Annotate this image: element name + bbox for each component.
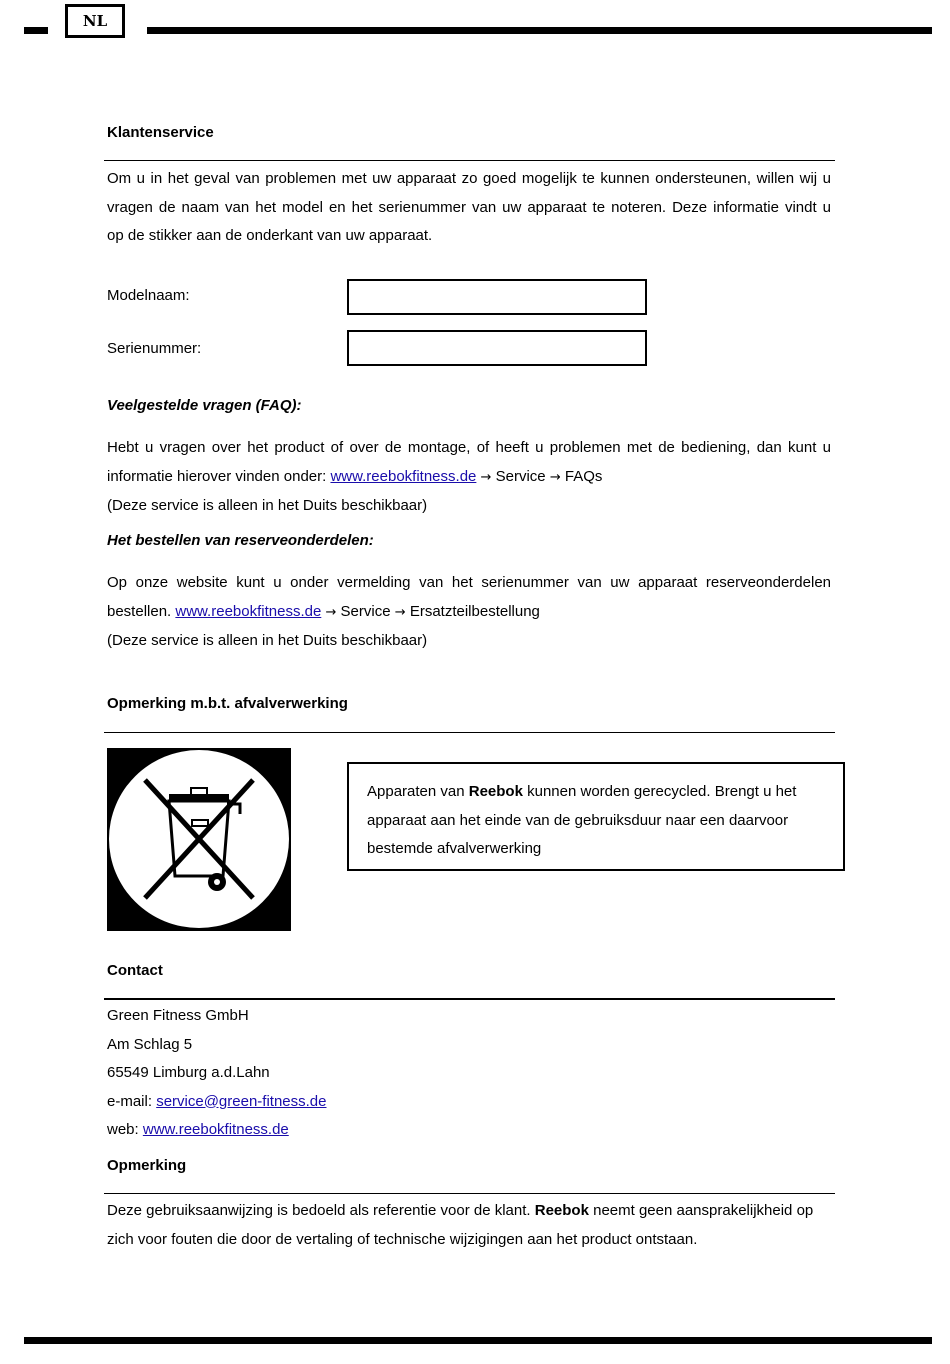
faq-step-service: Service bbox=[495, 467, 546, 485]
header-bar-right bbox=[147, 27, 932, 34]
recycle-brand: Reebok bbox=[468, 783, 523, 800]
header-bar-left bbox=[24, 27, 48, 34]
intro-line-2: vragen de naam van het model en het serienummer van uw apparaat te noteren. Deze informatie vindt u bbox=[107, 198, 831, 216]
parts-note: (Deze service is alleen in het Duits beschikbaar) bbox=[107, 632, 428, 649]
contact-web-row bbox=[107, 1116, 831, 1145]
customer-service-title: Klantenservice bbox=[107, 124, 214, 141]
arrow-right-icon: → bbox=[394, 604, 406, 620]
contact-web-link[interactable]: www.reebokfitness.de bbox=[142, 1121, 289, 1138]
remark-line-2: zich voor fouten die door de vertaling of technische wijzigingen aan het product ontstaan. bbox=[107, 1230, 698, 1248]
recycle-line-3: bestemde afvalverwerking bbox=[367, 840, 542, 857]
remark-rule bbox=[104, 1193, 835, 1194]
remark-text bbox=[107, 1197, 831, 1254]
recycle-line-1-rest: kunnen worden gerecycled. Brengt u het bbox=[522, 783, 797, 800]
parts-text bbox=[107, 569, 831, 656]
contact-email-link[interactable]: service@green-fitness.de bbox=[156, 1092, 327, 1110]
contact-city: 65549 Limburg a.d.Lahn bbox=[107, 1064, 270, 1081]
intro-line-3: op de stikker aan de onderkant van uw apparaat. bbox=[107, 227, 433, 244]
contact-email-row bbox=[107, 1088, 831, 1117]
recycle-line-2: apparaat aan het einde van de gebruiksduur naar een daarvoor bbox=[367, 811, 789, 829]
contact-details bbox=[107, 1002, 831, 1145]
remark-line-1-prefix: Deze gebruiksaanwijzing is bedoeld als referentie voor de klant. bbox=[107, 1202, 535, 1219]
language-tag: NL bbox=[65, 4, 125, 38]
faq-text bbox=[107, 434, 831, 521]
contact-web-label: web: bbox=[107, 1121, 143, 1138]
parts-line-2 bbox=[107, 598, 831, 628]
faq-line-2-prefix: informatie hierover vinden onder: bbox=[107, 467, 331, 485]
model-name-label: Modelnaam: bbox=[107, 287, 190, 304]
parts-line-2-prefix: bestellen. bbox=[107, 602, 176, 620]
contact-company: Green Fitness GmbH bbox=[107, 1007, 249, 1024]
faq-line-2 bbox=[107, 463, 831, 493]
serial-number-field[interactable] bbox=[347, 330, 647, 366]
recycle-prefix: Apparaten van bbox=[367, 783, 469, 800]
faq-line-1: Hebt u vragen over het product of over de montage, of heeft u problemen met de bediening, dan kunt u bbox=[107, 439, 831, 456]
contact-title: Contact bbox=[107, 962, 163, 979]
customer-service-rule bbox=[104, 160, 835, 161]
footer-bar bbox=[24, 1337, 932, 1344]
contact-street: Am Schlag 5 bbox=[107, 1035, 193, 1053]
faq-note: (Deze service is alleen in het Duits beschikbaar) bbox=[107, 497, 428, 514]
remark-line-1 bbox=[107, 1197, 831, 1226]
remark-line-1-rest: neemt geen aansprakelijkheid op bbox=[588, 1202, 814, 1219]
serial-number-label: Serienummer: bbox=[107, 340, 202, 357]
customer-service-intro bbox=[107, 165, 831, 251]
parts-line-1: Op onze website kunt u onder vermelding van het serienummer van uw apparaat reserveonderdelen bbox=[107, 574, 831, 591]
intro-line-1: Om u in het geval van problemen met uw apparaat zo goed mogelijk te kunnen ondersteunen, willen wij u bbox=[107, 170, 831, 187]
arrow-right-icon: → bbox=[325, 604, 337, 620]
recycle-line-1 bbox=[367, 778, 825, 807]
parts-title: Het bestellen van reserveonderdelen: bbox=[107, 532, 374, 549]
crossed-bin-icon bbox=[107, 748, 291, 931]
model-name-field[interactable] bbox=[347, 279, 647, 315]
contact-rule bbox=[104, 998, 835, 1000]
arrow-right-icon: → bbox=[480, 469, 492, 485]
parts-step-service: Service bbox=[340, 602, 391, 620]
faq-link[interactable]: www.reebokfitness.de bbox=[330, 467, 477, 485]
arrow-right-icon: → bbox=[549, 469, 561, 485]
contact-email-label: e-mail: bbox=[107, 1092, 157, 1110]
faq-step-faqs: FAQs bbox=[564, 467, 603, 485]
waste-title: Opmerking m.b.t. afvalverwerking bbox=[107, 695, 348, 712]
waste-rule bbox=[104, 732, 835, 733]
faq-title: Veelgestelde vragen (FAQ): bbox=[107, 397, 302, 414]
recycle-info-box bbox=[347, 762, 845, 871]
parts-link[interactable]: www.reebokfitness.de bbox=[175, 602, 322, 620]
parts-step-order: Ersatzteilbestellung bbox=[409, 602, 540, 620]
remark-title: Opmerking bbox=[107, 1157, 187, 1174]
remark-brand: Reebok bbox=[534, 1202, 589, 1219]
